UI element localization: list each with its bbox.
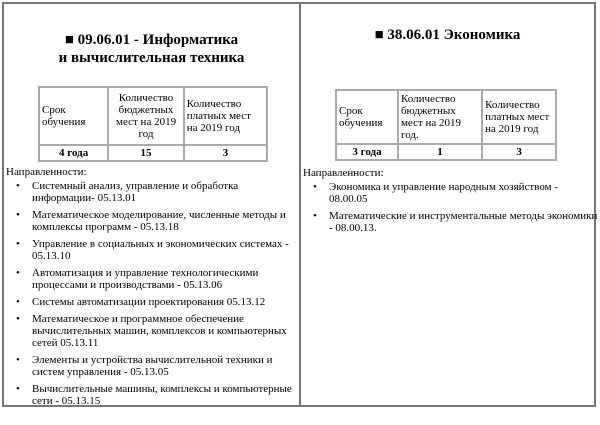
left-directions-list — [6, 180, 298, 412]
list-item: • Управление в социальных и экономических системах - 05.13.10 — [32, 238, 298, 262]
value-budget-places: 15 — [108, 145, 183, 161]
header-duration: Срок обучения — [336, 90, 398, 144]
left-places-table — [38, 86, 268, 162]
list-item: • Экономика и управление народным хозяйством - 08.00.05 — [329, 181, 599, 205]
header-budget-places: Количество бюджетных мест на 2019 год — [108, 87, 183, 145]
list-item: • Системы автоматизации проектирования 05.13.12 — [32, 296, 298, 308]
header-budget-places: Количество бюджетных мест на 2019 год. — [398, 90, 482, 144]
header-paid-places: Количество платных мест на 2019 год — [184, 87, 267, 145]
header-paid-places: Количество платных мест на 2019 год — [482, 90, 556, 144]
left-column — [4, 2, 299, 405]
left-title-line2: и вычислительная техника — [58, 50, 245, 66]
value-duration: 4 года — [39, 145, 108, 161]
right-directions-label: Направленности: — [303, 167, 384, 179]
value-paid-places: 3 — [184, 145, 267, 161]
value-budget-places: 1 — [398, 144, 482, 160]
value-paid-places: 3 — [482, 144, 556, 160]
table-value-row — [336, 144, 556, 160]
list-item: • Вычислительные машины, комплексы и компьютерные сети - 05.13.15 — [32, 383, 298, 407]
list-item: • Математическое моделирование, численные методы и комплексы программ - 05.13.18 — [32, 209, 298, 233]
table-value-row — [39, 145, 267, 161]
table-header-row — [39, 87, 267, 145]
list-item: • Математические и инструментальные методы экономики - 08.00.13. — [329, 210, 599, 234]
left-directions-label: Направленности: — [6, 166, 87, 178]
right-title: ■ 38.06.01 Экономика — [374, 27, 521, 43]
list-item: • Системный анализ, управление и обработка информации- 05.13.01 — [32, 180, 298, 204]
header-duration: Срок обучения — [39, 87, 108, 145]
right-directions-list — [303, 181, 599, 239]
list-item: • Автоматизация и управление технологическими процессами и производствами - 05.13.06 — [32, 267, 298, 291]
right-places-table — [335, 89, 557, 161]
list-item: • Математическое и программное обеспечение вычислительных машин, комплексов и компьютерных сетей 05.13.11 — [32, 313, 298, 349]
value-duration: 3 года — [336, 144, 398, 160]
table-header-row — [336, 90, 556, 144]
left-title-line1: ■ 09.06.01 - Информатика — [64, 32, 239, 48]
list-item: • Элементы и устройства вычислительной техники и систем управления - 05.13.05 — [32, 354, 298, 378]
right-column — [301, 2, 598, 405]
left-title — [4, 31, 299, 67]
